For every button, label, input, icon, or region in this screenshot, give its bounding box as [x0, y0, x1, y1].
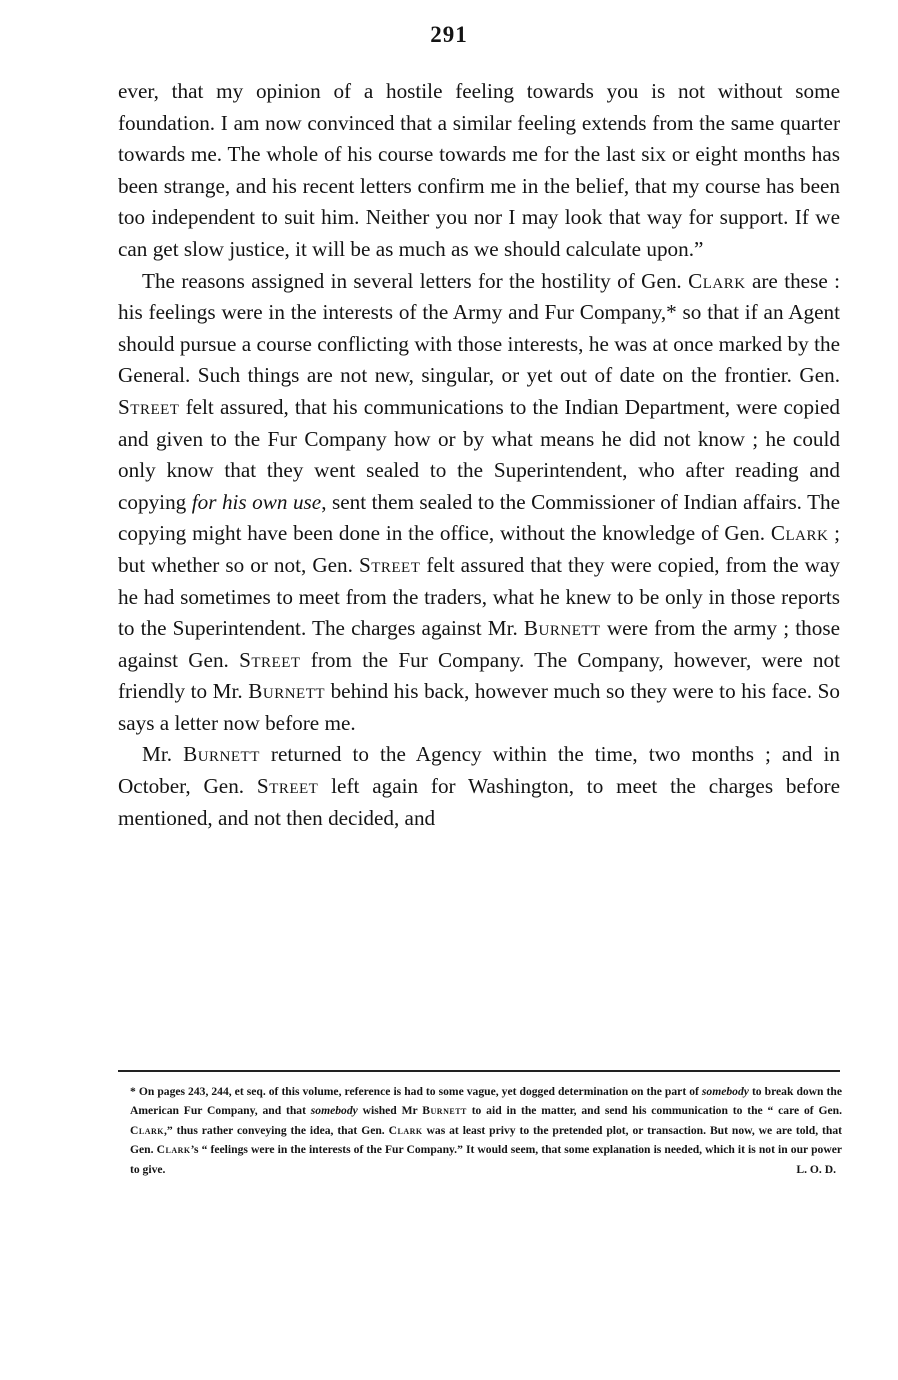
page-number: 291 — [430, 22, 468, 47]
small-caps-name: Burnett — [248, 679, 326, 704]
text-run: behind his back, however much so they were to his face. So says a letter now before me. — [118, 679, 840, 735]
small-caps-name: Clark — [688, 268, 746, 293]
text-run: ’s “ feelings were in the interests of the Fur Company.” It would seem, that some explanation is needed, which it is not in our power to give. — [130, 1143, 842, 1176]
small-caps-name: Street — [118, 394, 180, 419]
text-run: Mr. — [142, 742, 184, 767]
text-run: returned to the Agency within the time, two months ; and in October, Gen. — [118, 742, 840, 799]
small-caps-name: Clark — [130, 1123, 164, 1137]
text-run: The reasons assigned in several letters for the hostility of Gen. — [142, 268, 689, 293]
text-run: , sent them sealed to the Commissioner of Indian affairs. The copying might have been done in the office, without the knowledge of Gen. — [118, 489, 841, 546]
small-caps-name: Burnett — [422, 1104, 467, 1118]
text-run: from the Fur Company. The Company, however, were not friendly to Mr. — [118, 647, 840, 704]
text-run: was at least privy to the pretended plot, or transaction. But now, we are told, that Gen. — [130, 1123, 842, 1157]
footnote-divider — [118, 1070, 840, 1072]
paragraph — [118, 266, 840, 740]
footnote-signature: L. O. D. — [796, 1162, 836, 1176]
italic-text: somebody — [701, 1085, 749, 1098]
small-caps-name: Street — [358, 552, 421, 577]
paragraph — [118, 739, 840, 834]
text-run: are these : his feelings were in the interests of the Army and Fur Company,* so that if an Agent should pursue a course conflicting with those interests, he was at once marked by the General. Such things are not new, singular, or yet out of date on the frontier. Gen. — [118, 268, 840, 388]
text-run: wished Mr — [357, 1104, 423, 1118]
small-caps-name: Street — [239, 647, 301, 672]
small-caps-name: Clark — [156, 1143, 191, 1157]
text-run: * On pages 243, 244, et seq. of this volume, reference is had to some vague, yet dogged determination on the part of — [130, 1085, 702, 1098]
text-run: felt assured that they were copied, from the way he had sometimes to meet from the traders, what he knew to be only in those reports to the Superintendent. The charges against Mr. — [118, 552, 840, 641]
text-run: to aid in the matter, and send his communication to the “ care of Gen. — [466, 1104, 842, 1118]
text-run: ,” thus rather conveying the idea, that Gen. — [164, 1123, 389, 1137]
small-caps-name: Clark — [388, 1123, 423, 1137]
italic-text: somebody — [310, 1104, 358, 1118]
small-caps-name: Clark — [770, 521, 829, 546]
small-caps-name: Street — [256, 774, 319, 799]
text-run: ever, that my opinion of a hostile feeling towards you is not without some foundation. I am now convinced that a similar feeling extends from the same quarter towards me. The whole of his course towards me for the last six or eight months has been strange, and his recent letters confirm me in the belief, that my course has been too independent to suit him. Neither you nor I may look that way for support. If we can get slow justice, it will be as much as we should calculate upon.” — [118, 79, 840, 261]
small-caps-name: Burnett — [183, 742, 260, 767]
footnote-text — [130, 1085, 842, 1176]
text-run: felt assured, that his communications to the Indian Department, were copied and given to the Fur Company how or by what means he did not know ; he could only know that they went sealed to the Superintendent, who after reading and copying — [118, 394, 840, 514]
italic-text: for his own use — [191, 489, 322, 514]
text-run: left again for Washington, to meet the charges before mentioned, and not then decided, and — [118, 774, 840, 830]
text-run: ; but whether so or not, Gen. — [118, 521, 841, 577]
footnote — [130, 1082, 842, 1179]
main-text — [118, 76, 840, 834]
text-run: were from the army ; those against Gen. — [118, 616, 840, 672]
small-caps-name: Burnett — [523, 616, 601, 641]
text-run: to break down the American Fur Company, and that — [130, 1085, 842, 1118]
paragraph — [118, 76, 840, 266]
